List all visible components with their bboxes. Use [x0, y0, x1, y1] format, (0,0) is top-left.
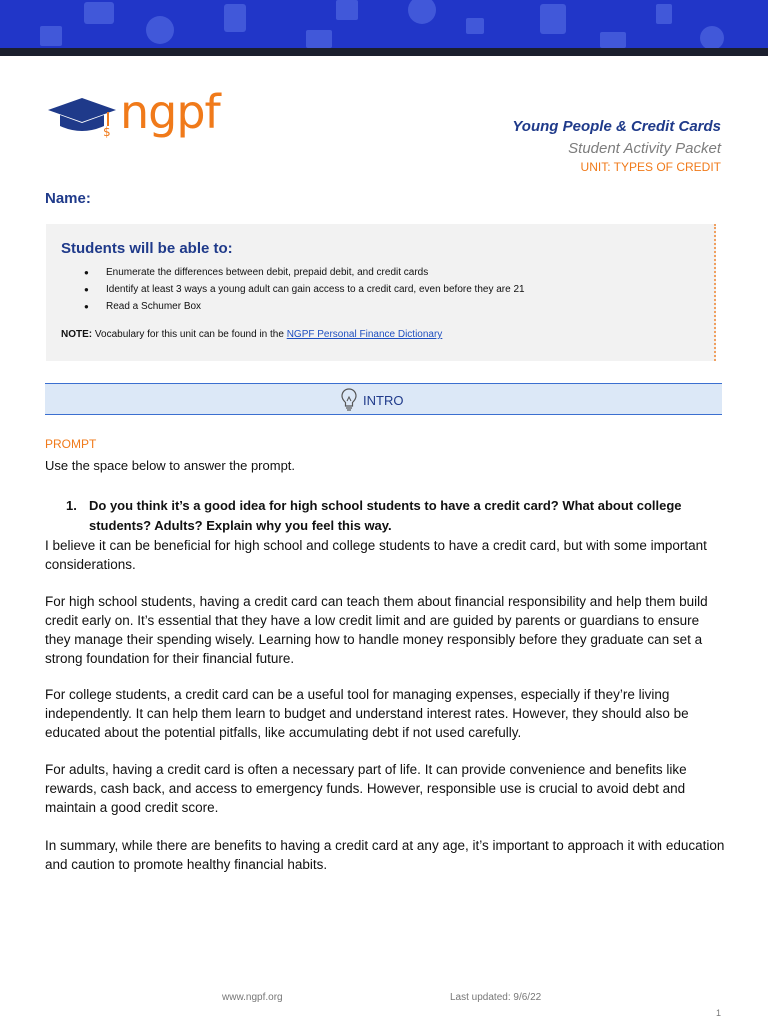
question-text: Do you think it’s a good idea for high school students to have a credit card? What about college students? Adults? Explain why you feel this way. [89, 498, 682, 533]
unit-label: UNIT: TYPES OF CREDIT [580, 160, 721, 174]
objectives-list [84, 264, 525, 315]
packet-title: Young People & Credit Cards [512, 118, 721, 135]
page-number: 1 [716, 1008, 722, 1018]
answer-paragraph: In summary, while there are benefits to having a credit card at any age, it’s important to approach it with education and caution to promote healthy financial habits. [45, 838, 725, 872]
header-divider [0, 48, 768, 56]
objective-item: ● Identify at least 3 ways a young adult can gain access to a credit card, even before they are 21 [84, 281, 525, 298]
footer-site: www.ngpf.org [222, 992, 283, 1003]
svg-text:$: $ [103, 125, 111, 139]
note-label: NOTE: [61, 329, 93, 340]
brand-wordmark: ngpf [120, 85, 220, 139]
objectives-box [46, 224, 716, 361]
answer-paragraph: I believe it can be beneficial for high school and college students to have a credit card, but with some important considerations. [45, 538, 707, 572]
note-text: Vocabulary for this unit can be found in the [92, 329, 287, 340]
footer-updated: Last updated: 9/6/22 [450, 992, 542, 1003]
vocabulary-note [61, 329, 442, 340]
prompt-label: PROMPT [45, 437, 97, 451]
question-number: 1. [66, 498, 77, 513]
question-1 [66, 496, 736, 536]
dictionary-link[interactable]: NGPF Personal Finance Dictionary [286, 329, 443, 340]
objectives-heading: Students will be able to: [61, 240, 233, 257]
answer-paragraph: For adults, having a credit card is often a necessary part of life. It can provide convenience and benefits like rewards, cash back, and access to emergency funds. However, responsible use is crucial to avoid debt and maintain a good credit score. [45, 762, 687, 815]
intro-section-bar [45, 383, 722, 415]
answer-paragraph: For high school students, having a credit card can teach them about financial responsibility and help them build credit early on. It’s essential that they have a low credit limit and are guided by parents or guardians to ensure they manage their spending wisely. Learning how to handle money responsibly before they graduate can set a strong foundation for their financial future. [45, 594, 708, 666]
banner-pattern-icon [0, 0, 768, 48]
header-banner [0, 0, 768, 48]
lightbulb-icon [341, 388, 357, 412]
answer-paragraph: For college students, a credit card can be a useful tool for managing expenses, especially if they’re living independently. It can help them learn to budget and understand interest rates. However, they should also be educated about the potential pitfalls, like accumulating debt if not used carefully. [45, 687, 689, 740]
packet-subtitle: Student Activity Packet [568, 140, 721, 157]
objective-item: ● Enumerate the differences between debit, prepaid debit, and credit cards [84, 264, 525, 281]
objective-item: ● Read a Schumer Box [84, 298, 525, 315]
intro-label: INTRO [363, 392, 404, 408]
name-field-label: Name: [45, 190, 91, 207]
prompt-description: Use the space below to answer the prompt. [45, 458, 296, 473]
